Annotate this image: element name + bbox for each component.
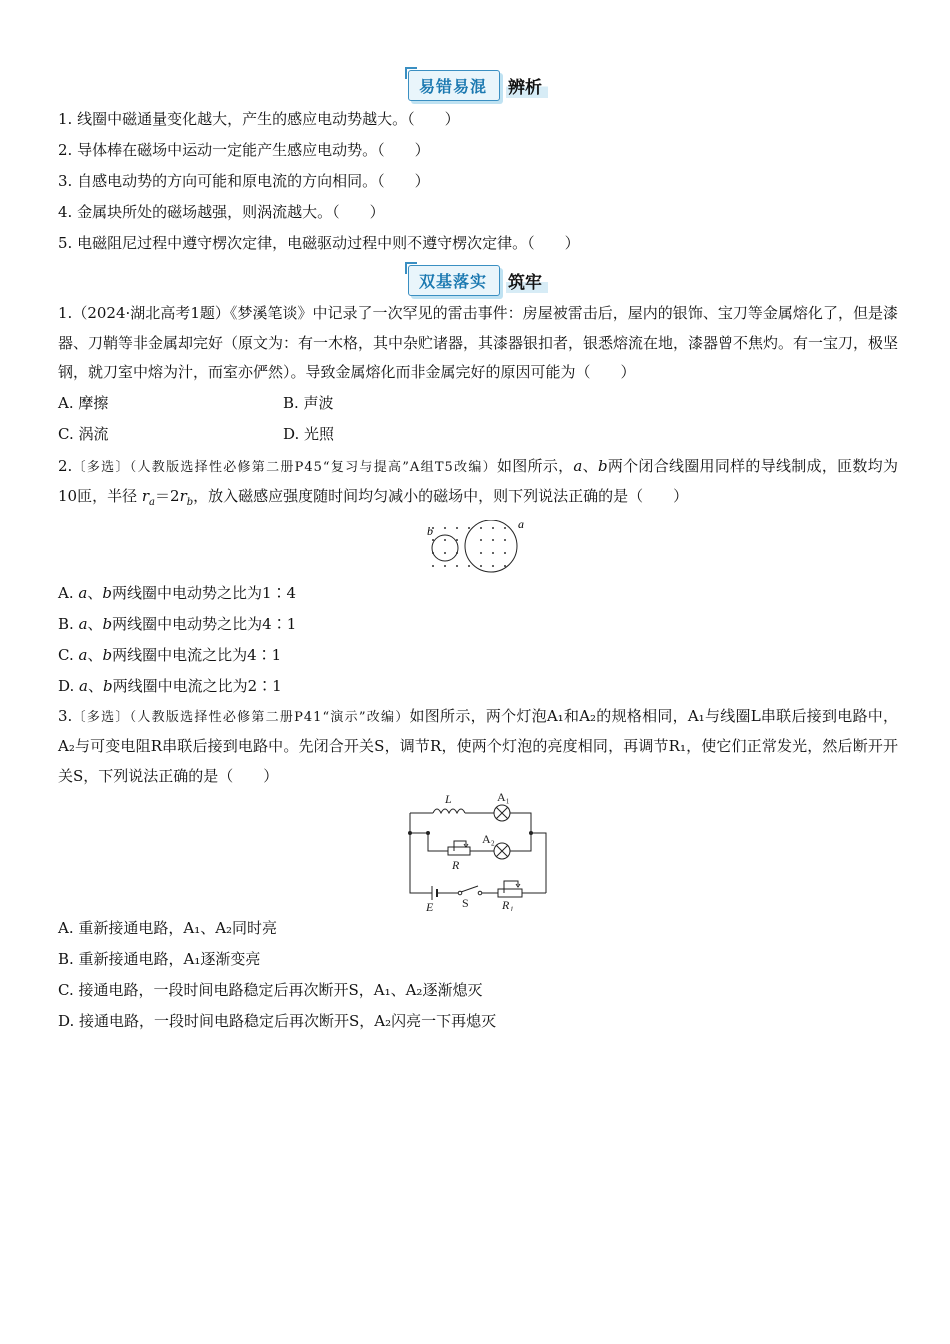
multi-choice-tag: 〔多选〕: [72, 459, 130, 475]
option-a[interactable]: A. 摩擦: [58, 393, 109, 412]
coil-b-label: b: [427, 523, 433, 538]
judgement-item-4: 4. 金属块所处的磁场越强，则涡流越大。（ ）: [58, 203, 385, 221]
option-a[interactable]: A. 重新接通电路，A₁、A₂同时亮: [58, 919, 278, 937]
circuit-figure: [58, 793, 898, 911]
label-inductor: L: [445, 793, 452, 806]
coil-figure: [58, 520, 898, 576]
option-b[interactable]: B. 重新接通电路，A₁逐渐变亮: [58, 950, 261, 968]
stem-text: 如图所示，: [496, 456, 574, 475]
section-suffix: 辨析: [506, 73, 548, 98]
option-a[interactable]: A. a、b两线圈中电动势之比为1∶4: [58, 583, 297, 602]
section-badge: 易错易混: [408, 70, 500, 101]
question-2-stem: 2.〔多选〕（人教版选择性必修第二册P45“复习与提高”A组T5改编）如图所示，a、b两个闭合线圈用同样的导线制成，匝数均为10匝，半径 $r_a=2r_b$，放入磁感应强度随时间均匀减小的磁场中，则下列说法正确的是（ ）: [58, 456, 898, 508]
label-resistor-r: R: [452, 858, 460, 872]
judgement-item-1: 1. 线圈中磁通量变化越大，产生的感应电动势越大。（ ）: [58, 110, 460, 128]
question-1-stem: 1.（2024·湖北高考1题）《梦溪笔谈》中记录了一次罕见的雷击事件：房屋被雷击后，屋内的银饰、宝刀等金属熔化了，但是漆器、刀鞘等非金属却完好（原文为：有一木格，其中杂贮诸器，其漆器银扣者，银悉熔流在地，漆器曾不焦灼。有一宝刀，极坚钢，就刀室中熔为汁，而室亦俨然）。导致金属熔化而非金属完好的原因可能为（ ）: [58, 304, 899, 381]
coil-diagram: [423, 520, 533, 576]
worksheet: [58, 70, 898, 1037]
section-suffix: 筑牢: [506, 268, 548, 293]
option-c[interactable]: C. 接通电路，一段时间电路稳定后再次断开S，A₁、A₂逐渐熄灭: [58, 981, 483, 999]
question-3-stem: [58, 702, 898, 792]
question-1-options-row1: [58, 388, 898, 419]
option-b[interactable]: B. a、b两线圈中电动势之比为4∶1: [58, 614, 297, 633]
question-source: （人教版选择性必修第二册P45“复习与提高”A组T5改编）: [129, 459, 497, 475]
coil-a: [465, 520, 517, 572]
option-d[interactable]: D. 接通电路，一段时间电路稳定后再次断开S，A₂闪亮一下再熄灭: [58, 1012, 497, 1030]
multi-choice-tag: 〔多选〕: [72, 709, 130, 725]
coil-a-label: a: [518, 519, 524, 531]
option-b[interactable]: B. 声波: [283, 393, 334, 412]
label-lamp-a1: A₁: [497, 793, 510, 804]
label-switch-s: S: [462, 896, 469, 910]
judgement-item-5: 5. 电磁阻尼过程中遵守楞次定律，电磁驱动过程中则不遵守楞次定律。（ ）: [58, 234, 580, 252]
section-header-basics: [58, 265, 898, 295]
question-3: [58, 702, 898, 1038]
label-battery-e: E: [426, 900, 434, 911]
label-lamp-a2: A₂: [482, 832, 495, 846]
question-1-options-row2: [58, 419, 898, 450]
question-2: [58, 452, 898, 702]
option-d[interactable]: D. 光照: [283, 424, 335, 443]
question-source: （人教版选择性必修第二册P41“演示”改编）: [129, 709, 410, 725]
stem-text: 如图所示，两个灯泡A₁和A₂的规格相同，A₁与线圈L串联后接到电路中，A₂与可变电阻R串联后接到电路中。先闭合开关S，调节R，使两个灯泡的亮度相同，再调节R₁，使它们正常发光，然后断开开关S，下列说法正确的是（ ）: [58, 706, 898, 785]
option-d[interactable]: D. a、b两线圈中电流之比为2∶1: [58, 676, 282, 695]
section-badge: 双基落实: [408, 265, 500, 296]
circuit-diagram: [398, 793, 558, 911]
label-rheostat-r1: R₁: [502, 898, 514, 911]
question-number: 2.: [58, 456, 73, 475]
question-number: 3.: [58, 706, 73, 725]
judgement-item-2: 2. 导体棒在磁场中运动一定能产生感应电动势。（ ）: [58, 141, 430, 159]
question-1: [58, 299, 898, 450]
section-header-errors: [58, 70, 898, 100]
option-c[interactable]: C. a、b两线圈中电流之比为4∶1: [58, 645, 282, 664]
stem-text: 两个闭合线圈用同样的导线制成，匝数均为10匝，半径: [58, 456, 898, 505]
judgement-item-3: 3. 自感电动势的方向可能和原电流的方向相同。（ ）: [58, 172, 430, 190]
option-c[interactable]: C. 涡流: [58, 424, 109, 443]
coil-b: [432, 535, 458, 561]
stem-text: ，放入磁感应强度随时间均匀减小的磁场中，则下列说法正确的是（ ）: [193, 487, 689, 505]
